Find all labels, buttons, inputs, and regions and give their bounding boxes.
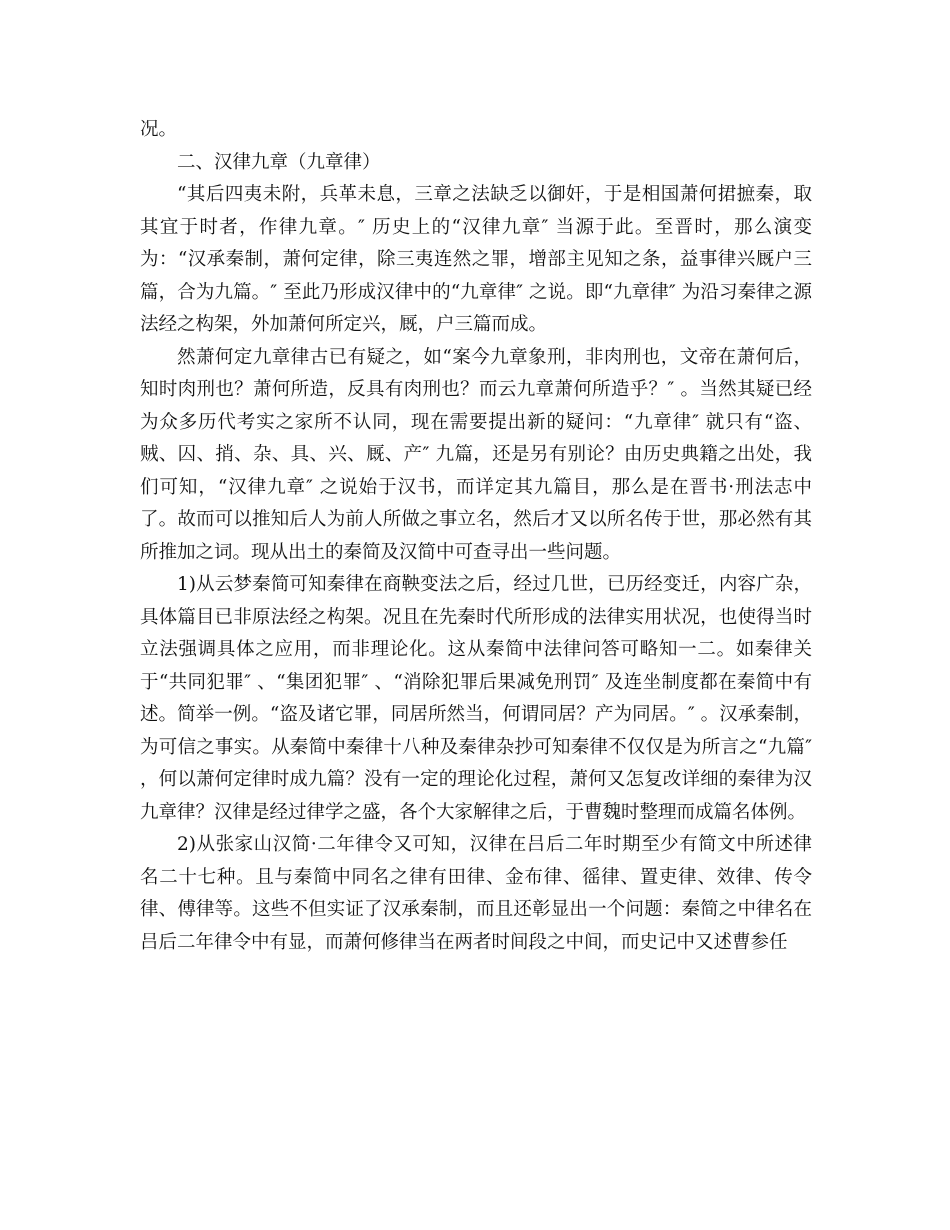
paragraph: 2)从张家山汉简·二年律令又可知，汉律在吕后二年时期至少有简文中所述律名二十七种。且与秦简中同名之律有田律、金布律、徭律、置吏律、效律、传令律、傅律等。这些不但实证了汉承秦制，而且还彰显出一个问题：秦简之中律名在吕后二年律令中有显，而萧何修律当在两者时间段之中间，而史记中又述曹参任	[140, 834, 812, 953]
paragraph-continuation: 况。	[140, 119, 178, 140]
document-body	[140, 114, 812, 959]
paragraph: 1)从云梦秦简可知秦律在商鞅变法之后，经过几世，已历经变迁，内容广杂，具体篇目已非原法经之构架。况且在先秦时代所形成的法律实用状况，也使得当时立法强调具体之应用，而非理论化。这从秦简中法律问答可略知一二。如秦律关于“共同犯罪″ 、“集团犯罪″ 、“消除犯罪后果减免刑罚″ 及连坐制度都在秦简中有述。简举一例。“盗及诸它罪，同居所然当，何谓同居？产为同居。″ 。汉承秦制，为可信之事实。从秦简中秦律十八种及秦律杂抄可知秦律不仅仅是为所言之“九篇″ ，何以萧何定律时成九篇？没有一定的理论化过程，萧何又怎复改详细的秦律为汉九章律？汉律是经过律学之盛，各个大家解律之后，于曹魏时整理而成篇名体例。	[140, 574, 812, 823]
paragraph: 然萧何定九章律古已有疑之，如“案今九章象刑，非肉刑也，文帝在萧何后，知时肉刑也？萧何所造，反具有肉刑也？而云九章萧何所造乎？″ 。当然其疑已经为众多历代考实之家所不认同，现在需要提出新的疑问：“九章律″ 就只有“盗、贼、囚、捎、杂、具、兴、厩、产″ 九篇，还是另有别论？由历史典籍之出处，我们可知，“汉律九章″ 之说始于汉书，而详定其九篇目，那么是在晋书·刑法志中了。故而可以推知后人为前人所做之事立名，然后才又以所名传于世，那必然有其所推加之词。现从出土的秦简及汉简中可查寻出一些问题。	[140, 346, 812, 563]
section-heading: 二、汉律九章（九章律）	[177, 151, 381, 173]
paragraph: “其后四夷未附，兵革未息，三章之法缺乏以御奸，于是相国萧何捃摭秦，取其宜于时者，作律九章。″ 历史上的“汉律九章″ 当源于此。至晋时，那么演变为：“汉承秦制，萧何定律，除三夷连然之罪，增部主见知之条，益事律兴厩户三篇，合为九篇。″ 至此乃形成汉律中的“九章律″ 之说。即“九章律″ 为沿习秦律之源法经之构架，外加萧何所定兴，厩，户三篇而成。	[140, 184, 812, 335]
